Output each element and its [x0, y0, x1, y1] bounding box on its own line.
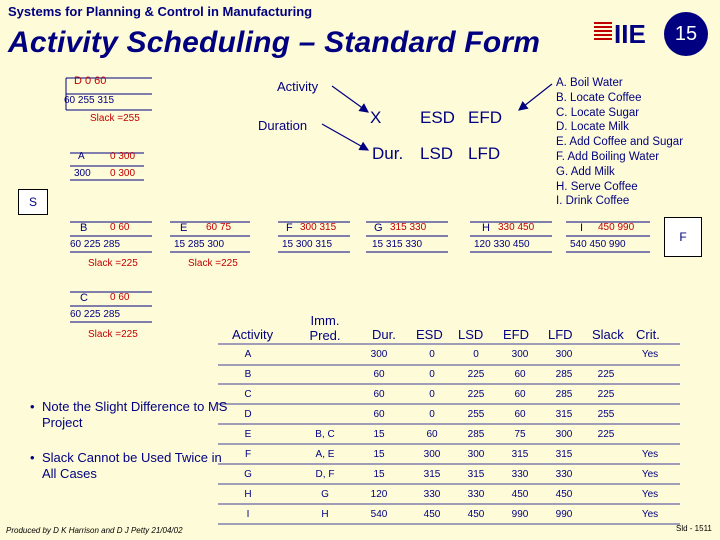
table-cell-esd: 450 [423, 509, 441, 520]
table-header-lsd: LSD [458, 327, 484, 342]
table-cell-efd: 315 [511, 449, 529, 460]
node-c-bottom: 60 225 285 [70, 309, 121, 320]
legend-node-top-text: D 0 60 [74, 75, 107, 87]
table-cell-slack: 225 [597, 389, 615, 400]
note-ms-project-text: Note the Slight Difference to MS Project [42, 399, 228, 430]
legend-node-top [74, 75, 106, 87]
table-cell-activity: G [244, 469, 252, 480]
page-title: Activity Scheduling – Standard Form [8, 26, 541, 59]
footer-credit: Produced by D K Harrison and D J Petty 21/04/02 [6, 526, 183, 535]
table-header-crit: Crit. [636, 327, 660, 342]
table-cell-activity: D [244, 409, 252, 420]
node-h-top: 330 450 [498, 222, 535, 233]
table-cell-crit: Yes [641, 349, 659, 360]
table-cell-lsd: 255 [467, 409, 485, 420]
table-cell-lsd: 450 [467, 509, 485, 520]
table-cell-dur: 60 [373, 389, 385, 400]
table-cell-crit: Yes [641, 509, 659, 520]
table-header-lfd: LFD [548, 327, 573, 342]
table-cell-lfd: 315 [555, 449, 573, 460]
activity-list-item: C. Locate Sugar [556, 106, 640, 119]
table-header-dur: Dur. [372, 327, 396, 342]
table-cell-efd: 75 [514, 429, 526, 440]
node-i-top: 450 990 [598, 222, 635, 233]
table-cell-efd: 60 [514, 389, 526, 400]
node-h-bottom: 120 330 450 [474, 239, 530, 250]
node-c-id: C [80, 292, 88, 304]
table-header-slack: Slack [592, 327, 624, 342]
node-a-duration: 300 [74, 168, 91, 179]
legend-efd: EFD [468, 108, 502, 127]
table-cell-imm-pred: G [321, 489, 329, 500]
finish-node: F [664, 217, 702, 257]
note-slack-twice: • Slack Cannot be Used Twice in All Cases [30, 450, 222, 481]
table-cell-dur: 15 [373, 449, 385, 460]
table-cell-esd: 0 [429, 369, 435, 380]
table-cell-lsd: 285 [467, 429, 485, 440]
table-cell-imm-pred: H [321, 509, 329, 520]
table-cell-efd: 60 [514, 369, 526, 380]
node-a-id: A [78, 151, 85, 162]
table-cell-esd: 315 [423, 469, 441, 480]
table-cell-efd: 990 [511, 509, 529, 520]
table-cell-lsd: 300 [467, 449, 485, 460]
node-a-bottom: 0 300 [110, 168, 136, 179]
table-cell-lfd: 315 [555, 409, 573, 420]
activity-list-item: D. Locate Milk [556, 121, 629, 134]
table-cell-lfd: 990 [555, 509, 573, 520]
table-cell-lfd: 285 [555, 369, 573, 380]
table-cell-efd: 300 [511, 349, 529, 360]
table-cell-lsd: 225 [467, 389, 485, 400]
table-cell-crit: Yes [641, 449, 659, 460]
table-cell-dur: 120 [370, 489, 388, 500]
legend-x: X [370, 108, 382, 127]
node-f-id: F [286, 222, 293, 234]
node-b-id: B [80, 222, 88, 234]
table-cell-esd: 0 [429, 389, 435, 400]
table-cell-lfd: 330 [555, 469, 573, 480]
table-cell-crit: Yes [641, 469, 659, 480]
node-g-id: G [374, 222, 383, 234]
table-header-esd: ESD [416, 327, 443, 342]
node-a-top: 0 300 [110, 151, 136, 162]
table-cell-lsd: 330 [467, 489, 485, 500]
legend-node-bottom: 60 255 315 [64, 95, 115, 106]
table-header-activity: Activity [232, 327, 274, 342]
node-i-bottom: 540 450 990 [570, 239, 626, 250]
table-cell-lfd: 300 [555, 429, 573, 440]
table-cell-imm-pred: D, F [315, 469, 335, 480]
node-e-top: 60 75 [206, 222, 232, 233]
table-header-efd: EFD [503, 327, 529, 342]
table-cell-activity: E [244, 429, 252, 440]
table-cell-lfd: 450 [555, 489, 573, 500]
activity-list-item: E. Add Coffee and Sugar [556, 136, 684, 149]
table-cell-efd: 330 [511, 469, 529, 480]
table-cell-crit: Yes [641, 489, 659, 500]
table-cell-slack: 225 [597, 429, 615, 440]
course-subtitle: Systems for Planning & Control in Manufacturing [8, 4, 313, 19]
activity-list-item: H. Serve Coffee [556, 180, 638, 193]
note-ms-project: • Note the Slight Difference to MS Project [30, 399, 228, 430]
table-cell-activity: H [244, 489, 252, 500]
table-cell-lfd: 300 [555, 349, 573, 360]
table-cell-efd: 450 [511, 489, 529, 500]
table-cell-esd: 330 [423, 489, 441, 500]
node-e-id: E [180, 222, 188, 234]
node-b-top: 0 60 [110, 222, 130, 233]
node-h-id: H [482, 222, 490, 234]
node-b-slack: Slack =225 [88, 258, 138, 269]
table-cell-esd: 0 [429, 409, 435, 420]
activity-list-item: A. Boil Water [556, 77, 623, 89]
table-cell-activity: F [244, 449, 252, 460]
table-cell-dur: 540 [370, 509, 388, 520]
table-cell-slack: 225 [597, 369, 615, 380]
table-cell-lfd: 285 [555, 389, 573, 400]
table-cell-dur: 15 [373, 469, 385, 480]
table-cell-dur: 15 [373, 429, 385, 440]
table-cell-lsd: 225 [467, 369, 485, 380]
table-cell-activity: A [244, 349, 252, 360]
table-cell-esd: 0 [429, 349, 435, 360]
table-cell-lsd: 0 [473, 349, 479, 360]
table-cell-activity: B [244, 369, 252, 380]
legend-activity-label: Activity [277, 79, 319, 94]
table-cell-activity: C [244, 389, 252, 400]
start-node: S [18, 189, 48, 215]
table-cell-slack: 255 [597, 409, 615, 420]
logo-text: IIE [614, 19, 646, 48]
node-g-bottom: 15 315 330 [372, 239, 423, 250]
page-number-badge: 15 [664, 12, 708, 56]
table-cell-esd: 300 [423, 449, 441, 460]
activity-list-item: F. Add Boiling Water [556, 150, 660, 163]
node-b-bottom: 60 225 285 [70, 239, 121, 250]
legend-esd: ESD [420, 108, 455, 127]
table-cell-dur: 300 [370, 349, 388, 360]
legend-lfd: LFD [468, 144, 501, 163]
node-c-slack: Slack =225 [88, 329, 138, 340]
table-cell-dur: 60 [373, 369, 385, 380]
node-f-bottom: 15 300 315 [282, 239, 333, 250]
node-c-top: 0 60 [110, 292, 130, 303]
activity-list-item: I. Drink Coffee [556, 195, 630, 208]
slide-reference: Sld - 1511 [676, 524, 712, 533]
node-g-top: 315 330 [390, 222, 427, 233]
legend-node-slack: Slack =255 [90, 113, 140, 124]
table-header-imm-pred: Imm. Pred. [309, 313, 341, 343]
legend-duration-label: Duration [258, 118, 308, 133]
table-cell-imm-pred: A, E [315, 449, 335, 460]
node-e-bottom: 15 285 300 [174, 239, 225, 250]
table-cell-lsd: 315 [467, 469, 485, 480]
table-cell-efd: 60 [514, 409, 526, 420]
legend-lsd: LSD [420, 144, 454, 163]
activities-list [556, 76, 683, 209]
activity-list-item: B. Locate Coffee [556, 91, 642, 104]
node-i-id: I [580, 222, 584, 234]
table-cell-activity: I [246, 509, 250, 520]
table-cell-imm-pred: B, C [315, 429, 335, 440]
node-f-top: 300 315 [300, 222, 337, 233]
legend-dur: Dur. [372, 144, 404, 163]
activity-list-item: G. Add Milk [556, 165, 615, 178]
note-slack-twice-text: Slack Cannot be Used Twice in All Cases [42, 450, 222, 481]
table-cell-esd: 60 [426, 429, 438, 440]
table-cell-dur: 60 [373, 409, 385, 420]
node-e-slack: Slack =225 [188, 258, 238, 269]
